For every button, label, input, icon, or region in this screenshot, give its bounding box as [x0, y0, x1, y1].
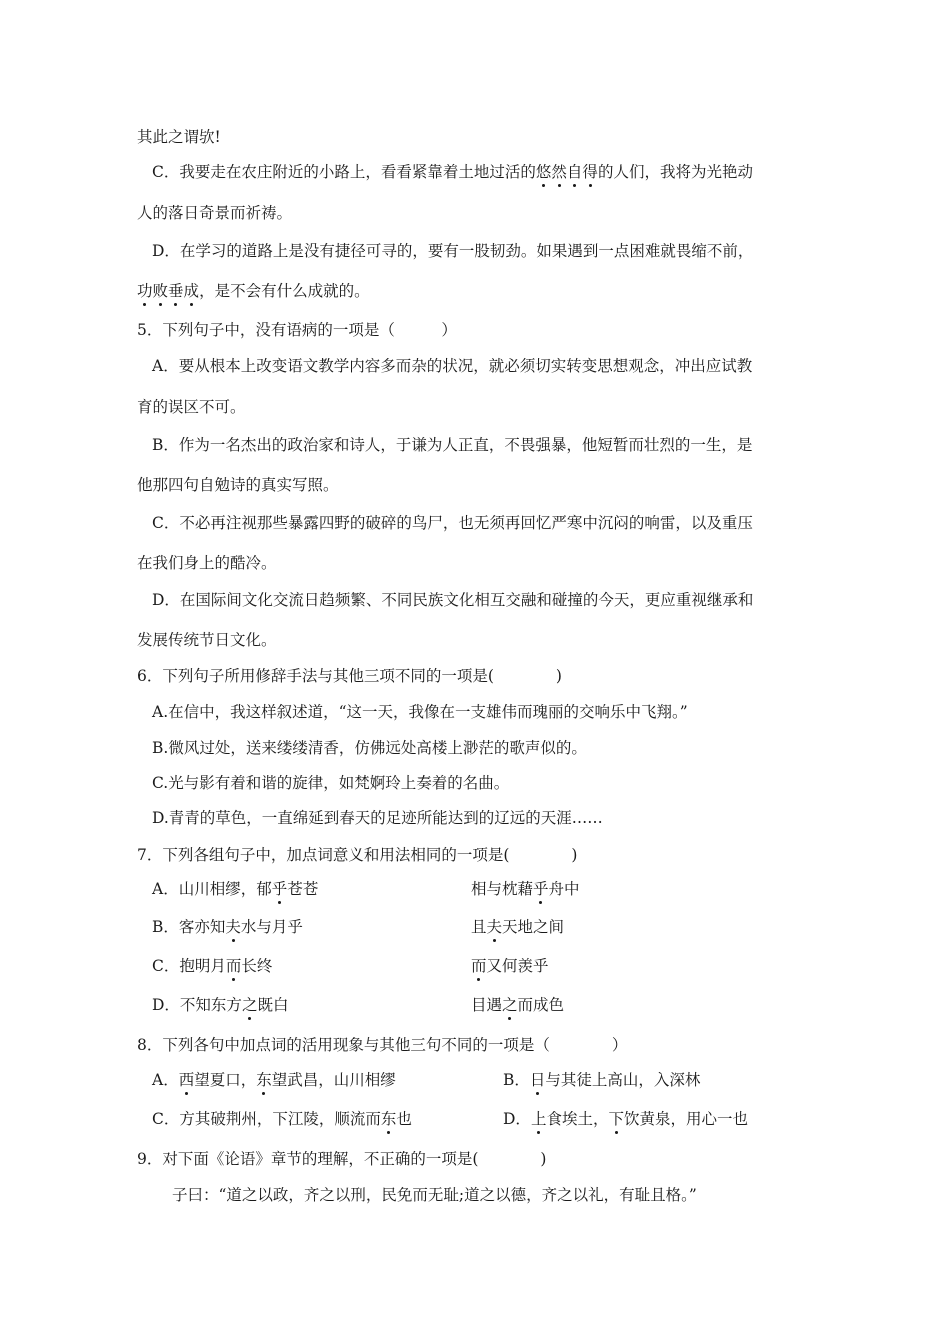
q6-option-b: B.微风过处，送来缕缕清香，仿佛远处高楼上渺茫的歌声似的。: [152, 739, 587, 757]
q5-option-c: C．不必再注视那些暴露四野的破碎的鸟尸，也无须再回忆严寒中沉闷的响雷，以及重压: [152, 514, 753, 532]
q6-option-a: A.在信中，我这样叙述道，“这一天，我像在一支雄伟而瑰丽的交响乐中飞翔。”: [152, 703, 688, 721]
q6-option-c: C.光与影有着和谐的旋律，如梵婀玲上奏着的名曲。: [152, 774, 510, 792]
q4-option-d: D．在学习的道路上是没有捷径可寻的，要有一股韧劲。如果遇到一点困难就畏缩不前，: [152, 242, 754, 260]
q7-stem: 7．下列各组句子中，加点词意义和用法相同的一项是( ): [137, 846, 578, 864]
q7-option-d-right: 目遇之而成色: [471, 996, 565, 1014]
emphasized-char: 乎: [533, 880, 549, 898]
q5-option-d-cont: 发展传统节日文化。: [137, 631, 277, 649]
emphasized-char: 日: [529, 1071, 546, 1089]
q4-option-c: C．我要走在农庄附近的小路上，看看紧靠着土地过活的悠然自得的人们，我将为光艳动: [152, 163, 753, 181]
q5-option-b: B．作为一名杰出的政治家和诗人，于谦为人正直，不畏强暴，他短暂而壮烈的一生，是: [152, 436, 753, 454]
q8-option-c: C．方其破荆州，下江陵，顺流而东也: [152, 1110, 412, 1128]
q7-option-a-left: A．山川相缪，郁乎苍苍: [152, 880, 319, 898]
emphasized-char: 之: [241, 996, 258, 1014]
q7-option-b-right: 且夫天地之间: [471, 918, 565, 936]
emphasized-char: 悠: [535, 163, 552, 181]
q4-option-c-cont: 人的落日奇景而祈祷。: [137, 204, 293, 222]
q4-option-b-tail: 其此之谓欤!: [137, 128, 221, 146]
emphasized-char: 垂: [168, 282, 184, 300]
emphasized-char: 下: [608, 1110, 624, 1128]
emphasized-char: 成: [183, 282, 200, 300]
q7-option-a-right: 相与枕藉乎舟中: [471, 880, 580, 898]
q7-option-c-left: C．抱明月而长终: [152, 957, 273, 975]
q5-option-d: D．在国际间文化交流日趋频繁、不同民族文化相互交融和碰撞的今天，更应重视继承和: [152, 591, 754, 609]
q8-stem: 8．下列各句中加点词的活用现象与其他三句不同的一项是（ ）: [137, 1036, 628, 1054]
q5-stem: 5．下列句子中，没有语病的一项是（ ）: [137, 321, 457, 339]
q9-stem: 9．对下面《论语》章节的理解，不正确的一项是( ): [137, 1150, 547, 1168]
emphasized-char: 自: [566, 163, 583, 181]
emphasized-char: 乎: [271, 880, 288, 898]
emphasized-char: 夫: [486, 918, 503, 936]
emphasized-char: 东: [380, 1110, 397, 1128]
emphasized-char: 而: [225, 957, 242, 975]
q6-option-d: D.青青的草色，一直绵延到春天的足迹所能达到的辽远的天涯……: [152, 809, 603, 827]
emphasized-char: 然: [551, 163, 567, 181]
q5-option-a-cont: 育的误区不可。: [137, 398, 246, 416]
emphasized-char: 西: [178, 1071, 195, 1089]
q7-option-c-right: 而又何羡乎: [471, 957, 549, 975]
q7-option-b-left: B．客亦知夫水与月乎: [152, 918, 303, 936]
emphasized-char: 功: [137, 282, 153, 300]
emphasized-char: 上: [530, 1110, 547, 1128]
q6-stem: 6．下列句子所用修辞手法与其他三项不同的一项是( ): [137, 667, 562, 685]
emphasized-char: 得: [582, 163, 598, 181]
q9-quote: 子曰：“道之以政，齐之以刑，民免而无耻;道之以德，齐之以礼，有耻且格。”: [172, 1186, 697, 1204]
q7-option-d-left: D．不知东方之既白: [152, 996, 289, 1014]
emphasized-char: 之: [502, 996, 518, 1014]
q8-option-d: D．上食埃土，下饮黄泉，用心一也: [503, 1110, 748, 1128]
q8-option-a: A．西望夏口，东望武昌，山川相缪: [152, 1071, 396, 1089]
q4-option-d-cont: 功败垂成，是不会有什么成就的。: [137, 282, 370, 300]
q5-option-c-cont: 在我们身上的酷冷。: [137, 554, 277, 572]
emphasized-char: 东: [256, 1071, 272, 1089]
q5-option-a: A．要从根本上改变语文教学内容多而杂的状况，就必须切实转变思想观念，冲出应试教: [152, 357, 753, 375]
emphasized-char: 而: [471, 957, 487, 975]
emphasized-char: 败: [152, 282, 169, 300]
q5-option-b-cont: 他那四句自勉诗的真实写照。: [137, 476, 339, 494]
emphasized-char: 夫: [225, 918, 241, 936]
q8-option-b: B．日与其徒上高山，入深林: [503, 1071, 701, 1089]
